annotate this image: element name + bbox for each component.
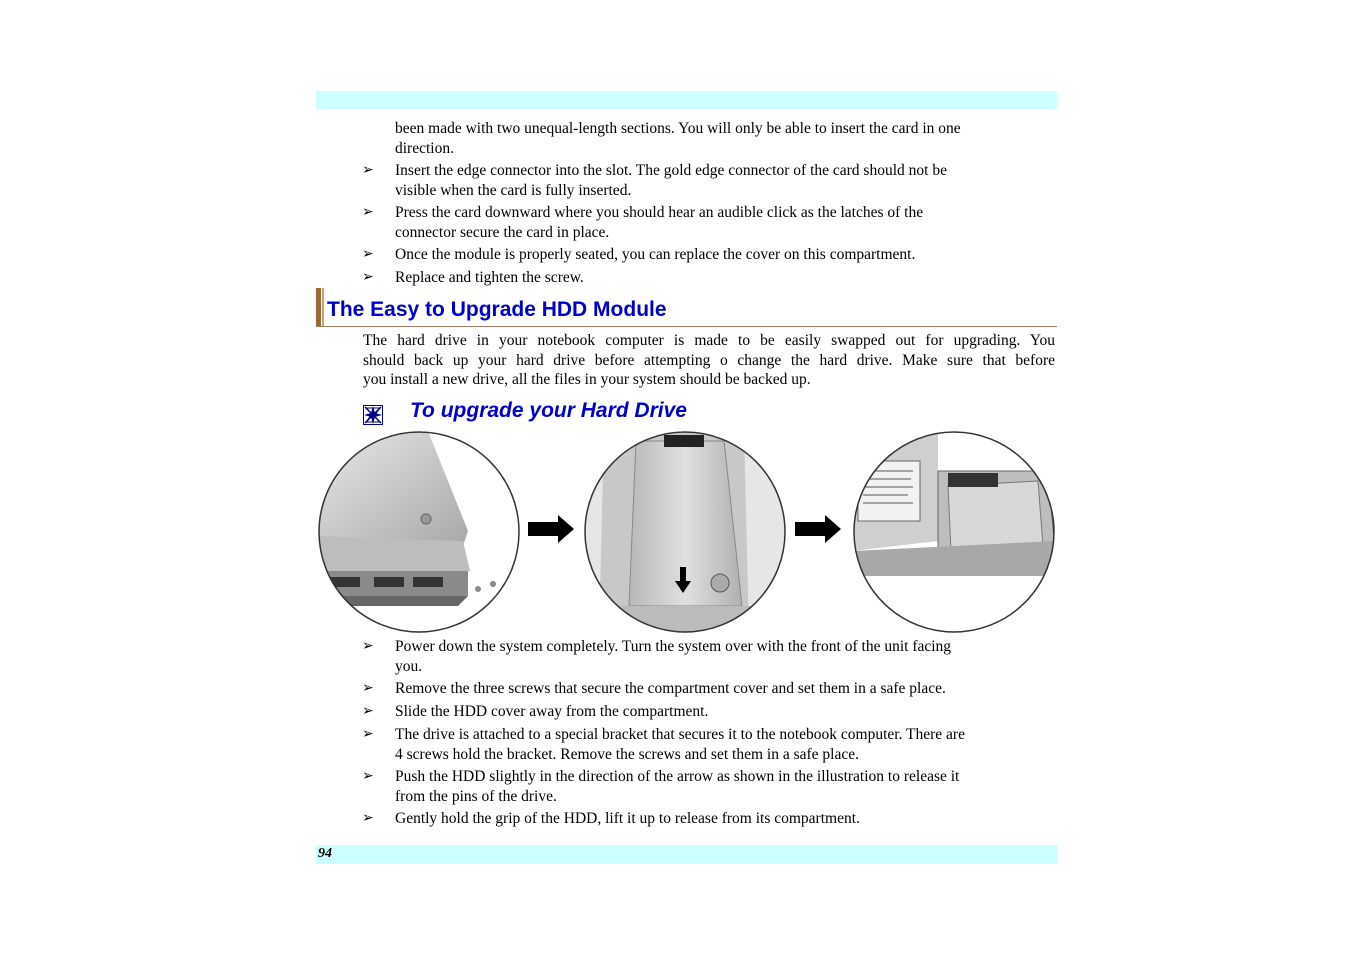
bullet-arrow-icon: ➢: [362, 204, 374, 220]
compass-star-icon: [363, 405, 383, 425]
bullet-arrow-icon: ➢: [362, 162, 374, 178]
bullet-arrow-icon: ➢: [362, 726, 374, 742]
right-arrow-icon: [528, 515, 574, 543]
heading-accent-bar: [316, 288, 321, 326]
step-line: Replace and tighten the screw.: [395, 269, 584, 286]
header-band: [316, 91, 1057, 109]
notebook-underside-screws-illustration: [318, 431, 520, 633]
body-line: you install a new drive, all the files in your system should be backed up.: [363, 371, 811, 388]
step-line: Press the card downward where you should hear an audible click as the latches of the: [395, 204, 924, 221]
intro-line-2: direction.: [395, 139, 454, 157]
intro-continuation: [395, 119, 961, 158]
right-arrow-icon: [795, 515, 841, 543]
list-item: [362, 767, 1056, 806]
step-line: Once the module is properly seated, you can replace the cover on this compartment.: [395, 246, 916, 263]
step-line: from the pins of the drive.: [395, 787, 557, 805]
section-heading: [316, 288, 1057, 327]
step-line: you.: [395, 657, 423, 675]
footer-band: [316, 845, 1057, 864]
bullet-arrow-icon: ➢: [362, 246, 374, 262]
body-line: The hard drive in your notebook computer is made to be easily swapped out for upgrading. You: [363, 332, 1055, 349]
step-line: Slide the HDD cover away from the compartment.: [395, 703, 709, 720]
section-body: [363, 331, 1055, 390]
heading-accent-bar: [322, 288, 324, 326]
subsection-title: To upgrade your Hard Drive: [410, 399, 687, 422]
hdd-cover-slide-illustration: [584, 431, 786, 633]
intro-line-1: been made with two unequal-length sections. You will only be able to insert the card in one: [395, 120, 961, 137]
step-line: Remove the three screws that secure the compartment cover and set them in a safe place.: [395, 680, 946, 697]
bullet-arrow-icon: ➢: [362, 810, 374, 826]
list-item: [362, 702, 1056, 722]
step-line: 4 screws hold the bracket. Remove the screws and set them in a safe place.: [395, 745, 859, 763]
step-line: The drive is attached to a special bracket that secures it to the notebook computer. There are: [395, 726, 965, 743]
step-line: Power down the system completely. Turn the system over with the front of the unit facing: [395, 638, 952, 655]
page-number: 94: [318, 846, 332, 861]
hdd-bay-open-illustration: [853, 431, 1055, 633]
bullet-arrow-icon: ➢: [362, 768, 374, 784]
bullet-arrow-icon: ➢: [362, 703, 374, 719]
step-line: visible when the card is fully inserted.: [395, 181, 632, 199]
list-item: [362, 161, 1056, 200]
section-title: The Easy to Upgrade HDD Module: [327, 298, 667, 321]
bullet-arrow-icon: ➢: [362, 269, 374, 285]
list-item: [362, 809, 1056, 829]
step-line: Push the HDD slightly in the direction of the arrow as shown in the illustration to release it: [395, 768, 960, 785]
bullet-arrow-icon: ➢: [362, 680, 374, 696]
step-line: Insert the edge connector into the slot. The gold edge connector of the card should not be: [395, 162, 947, 179]
step-line: connector secure the card in place.: [395, 223, 610, 241]
list-item: [362, 245, 1056, 265]
list-item: [362, 679, 1056, 699]
list-item: [362, 725, 1056, 764]
list-item: [362, 637, 1056, 676]
list-item: [362, 268, 1056, 288]
bullet-arrow-icon: ➢: [362, 638, 374, 654]
body-line: should back up your hard drive before attempting o change the hard drive. Make sure that before: [363, 351, 1055, 369]
list-item: [362, 203, 1056, 242]
step-line: Gently hold the grip of the HDD, lift it up to release from its compartment.: [395, 810, 860, 827]
